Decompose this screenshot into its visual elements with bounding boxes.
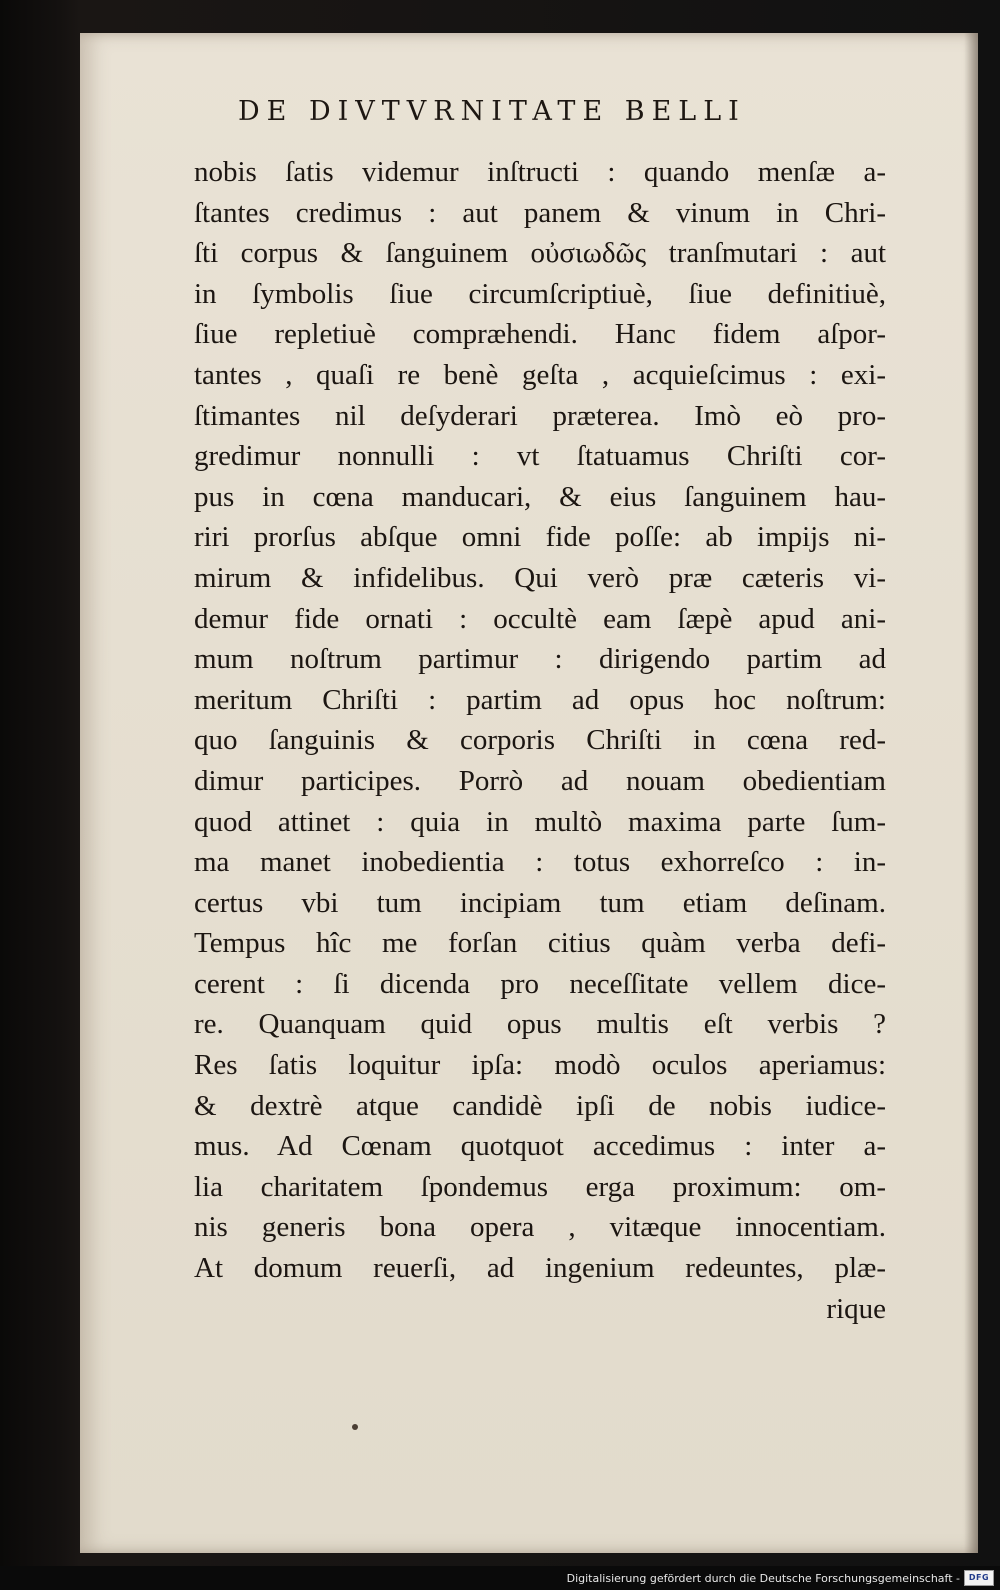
- text-line: cerent : ſi dicenda pro neceſſitate vellem dice-: [194, 967, 886, 1000]
- text-line: quod attinet : quia in multò maxima parte ſum-: [194, 805, 886, 838]
- text-line: ma manet inobedientia : totus exhorreſco : in-: [194, 846, 886, 879]
- text-line: certus vbi tum incipiam tum etiam deſinam.: [194, 886, 886, 919]
- page-edge-shadow: [964, 33, 978, 1553]
- text-line: in ſymbolis ſiue circumſcriptiuè, ſiue definitiuè,: [194, 277, 886, 310]
- dfg-logo: DFG: [964, 1570, 994, 1586]
- text-line: & dextrè atque candidè ipſi de nobis iudice-: [194, 1089, 886, 1122]
- text-line: tantes , quaſi re benè geſta , acquieſcimus : exi-: [194, 358, 886, 391]
- text-line: nis generis bona opera , vitæque innocentiam.: [194, 1211, 886, 1244]
- text-line: riri prorſus abſque omni fide poſſe: ab impijs ni-: [194, 521, 886, 554]
- text-line: mum noſtrum partimur : dirigendo partim ad: [194, 643, 886, 676]
- text-line: ſiue repletiuè compræhendi. Hanc fidem aſpor-: [194, 318, 886, 351]
- text-line: Res ſatis loquitur ipſa: modò oculos aperiamus:: [194, 1049, 886, 1082]
- text-line: At domum reuerſi, ad ingenium redeuntes, plæ-: [194, 1252, 886, 1285]
- text-line: re. Quanquam quid opus multis eſt verbis ?: [194, 1008, 886, 1041]
- text-line: quo ſanguinis & corporis Chriſti in cœna red-: [194, 724, 886, 757]
- text-line: nobis ſatis videmur inſtructi : quando menſæ a-: [194, 156, 886, 188]
- text-line: meritum Chriſti : partim ad opus hoc noſtrum:: [194, 683, 886, 716]
- text-line: dimur participes. Porrò ad nouam obedientiam: [194, 764, 886, 797]
- text-line: ſtantes credimus : aut panem & vinum in Chri-: [194, 196, 886, 229]
- text-line: mus. Ad Cœnam quotquot accedimus : inter a-: [194, 1130, 886, 1163]
- footer-credit: Digitalisierung gefördert durch die Deutsche Forschungsgemeinschaft -: [566, 1572, 960, 1585]
- running-head: DE DIVTVRNITATE BELLI: [238, 96, 746, 127]
- text-line: ſtimantes nil deſyderari præterea. Imò eò pro-: [194, 399, 886, 432]
- text-line: mirum & infidelibus. Qui verò præ cæteris vi-: [194, 561, 886, 594]
- text-line: Tempus hîc me forſan citius quàm verba defi-: [194, 927, 886, 960]
- digitization-footer: [0, 1566, 1000, 1590]
- text-line: demur fide ornati : occultè eam ſæpè apud ani-: [194, 602, 886, 635]
- text-line: pus in cœna manducari, & eius ſanguinem hau-: [194, 480, 886, 513]
- text-line: lia charitatem ſpondemus erga proximum: om-: [194, 1170, 886, 1203]
- text-line: gredimur nonnulli : vt ſtatuamus Chriſti cor-: [194, 440, 886, 473]
- ink-dot: [352, 1424, 358, 1430]
- catchword: rique: [826, 1292, 886, 1325]
- body-text: [194, 152, 886, 1329]
- text-line: ſti corpus & ſanguinem οὐσιωδῶς tranſmutari : aut: [194, 237, 886, 270]
